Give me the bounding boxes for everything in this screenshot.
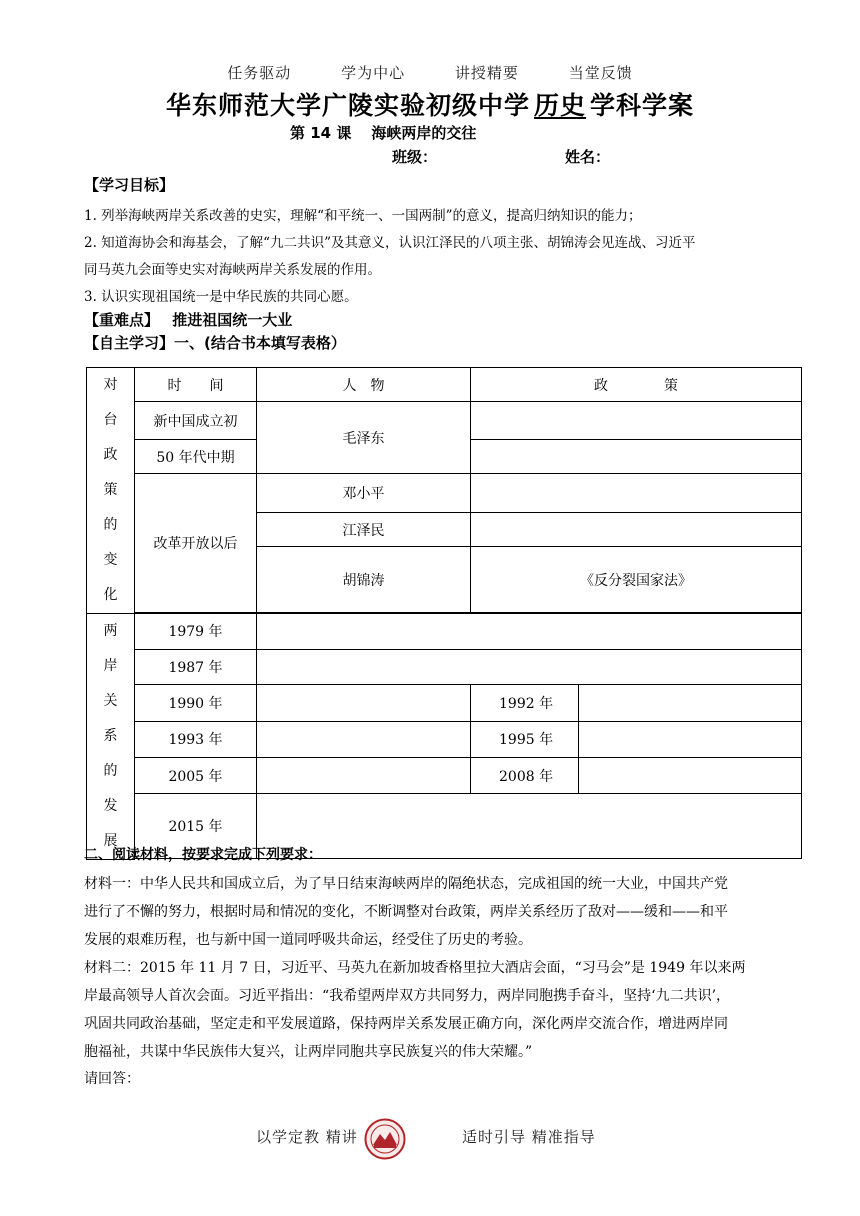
policy-answer-cell[interactable]: [471, 440, 802, 474]
page-title: [0, 86, 860, 122]
motto-4: 当堂反馈: [568, 64, 633, 82]
event-answer-cell[interactable]: [257, 794, 802, 859]
year-cell: 2008 年: [471, 757, 579, 794]
material-line: 进行了不懈的努力，根据时局和情况的变化，不断调整对台政策，两岸关系经历了敌对——缓和——和平: [84, 904, 728, 920]
motto-2: 学为中心: [341, 64, 406, 82]
material-line: 胞福祉，共谋中华民族伟大复兴，让两岸同胞共享民族复兴的伟大荣耀。”: [84, 1044, 533, 1060]
footer-right-slogan: 适时引导 精准指导: [462, 1128, 596, 1146]
person-cell: 邓小平: [257, 474, 471, 513]
time-cell: 50 年代中期: [135, 440, 257, 474]
goals-list: [84, 203, 784, 311]
material-line: 发展的艰难历程，也与新中国一道同呼吸共命运，经受住了历史的考验。: [84, 932, 532, 948]
time-cell: 新中国成立初: [135, 402, 257, 440]
answer-prompt: 请回答：: [84, 1071, 140, 1087]
policy-answer-cell[interactable]: [471, 402, 802, 440]
goal-item: 同马英九会面等史实对海峡两岸关系发展的作用。: [84, 262, 381, 278]
policy-answer-cell[interactable]: [471, 513, 802, 547]
event-answer-cell[interactable]: [257, 722, 471, 758]
material-1: [84, 870, 784, 954]
material-line: 巩固共同政治基础，坚定走和平发展道路，保持两岸关系发展正确方向，深化两岸交流合作，增进两岸同: [84, 1016, 728, 1032]
footer-left-slogan: 以学定教 精讲: [256, 1128, 358, 1146]
year-cell: 1979 年: [135, 614, 257, 650]
student-info-row: [392, 146, 610, 167]
event-answer-cell[interactable]: [579, 722, 802, 758]
key-point-text: 推进祖国统一大业: [172, 311, 293, 329]
header-person: 人 物: [257, 368, 471, 402]
year-cell: 1992 年: [471, 685, 579, 722]
section-label-policy: 对 台 政 策 的 变 化: [87, 368, 135, 614]
year-cell: 1995 年: [471, 722, 579, 758]
lesson-title: 海峡两岸的交往: [371, 124, 477, 142]
event-answer-cell[interactable]: [257, 649, 802, 685]
motto-3: 讲授精要: [454, 64, 519, 82]
part2-heading: 二、阅读材料，按要求完成下列要求：: [84, 847, 322, 863]
goal-item: 1. 列举海峡两岸关系改善的史实，理解“和平统一、一国两制”的意义，提高归纳知识的能力；: [84, 208, 642, 224]
year-cell: 2015 年: [135, 794, 257, 859]
self-study-heading: 【自主学习】一、(结合书本填写表格）: [84, 334, 346, 352]
key-point-heading: 【重难点】: [84, 311, 160, 329]
event-answer-cell[interactable]: [257, 614, 802, 650]
goal-item: 3. 认识实现祖国统一是中华民族的共同心愿。: [84, 289, 358, 305]
policy-table: [86, 367, 802, 860]
title-suffix: 学科学案: [590, 91, 695, 120]
material-line: 岸最高领导人首次会面。习近平指出：“我希望两岸双方共同努力，两岸同胞携手奋斗，坚持‘九二共识’，: [84, 988, 731, 1004]
person-cell: 胡锦涛: [257, 547, 471, 613]
policy-answer-cell[interactable]: [471, 474, 802, 513]
material-line: 材料一：中华人民共和国成立后，为了早日结束海峡两岸的隔绝状态，完成祖国的统一大业，中国共产党: [84, 876, 728, 892]
goal-item: 2. 知道海协会和海基会，了解“九二共识”及其意义，认识江泽民的八项主张、胡锦涛会见连战、习近平: [84, 235, 696, 251]
lesson-number: 第 14 课: [290, 124, 352, 142]
class-label: 班级：: [392, 148, 438, 166]
material-2: [84, 954, 784, 1066]
year-cell: 2005 年: [135, 757, 257, 794]
key-point: [84, 309, 292, 330]
policy-cell: 《反分裂国家法》: [471, 547, 802, 613]
year-cell: 1990 年: [135, 685, 257, 722]
lesson-heading: [290, 122, 476, 143]
name-label: 姓名：: [565, 148, 611, 166]
motto-1: 任务驱动: [227, 64, 292, 82]
event-answer-cell[interactable]: [257, 757, 471, 794]
event-answer-cell[interactable]: [579, 685, 802, 722]
event-answer-cell[interactable]: [579, 757, 802, 794]
year-cell: 1993 年: [135, 722, 257, 758]
person-cell: 江泽民: [257, 513, 471, 547]
header-policy: 政 策: [471, 368, 802, 402]
footer: [0, 1122, 860, 1162]
goals-heading: 【学习目标】: [84, 176, 175, 194]
title-subject: 历史: [533, 91, 586, 120]
material-line: 材料二：2015 年 11 月 7 日，习近平、马英九在新加坡香格里拉大酒店会面，“习马会”是 1949 年以来两: [84, 960, 746, 976]
title-school: 华东师范大学广陵实验初级中学: [165, 91, 530, 120]
event-answer-cell[interactable]: [257, 685, 471, 722]
motto-line: [0, 62, 860, 83]
header-time: 时 间: [135, 368, 257, 402]
person-cell: 毛泽东: [257, 402, 471, 474]
year-cell: 1987 年: [135, 649, 257, 685]
time-cell: 改革开放以后: [135, 474, 257, 613]
section-label-relations: 两 岸 关 系 的 发 展: [87, 614, 135, 860]
school-seal-icon: [364, 1118, 406, 1160]
